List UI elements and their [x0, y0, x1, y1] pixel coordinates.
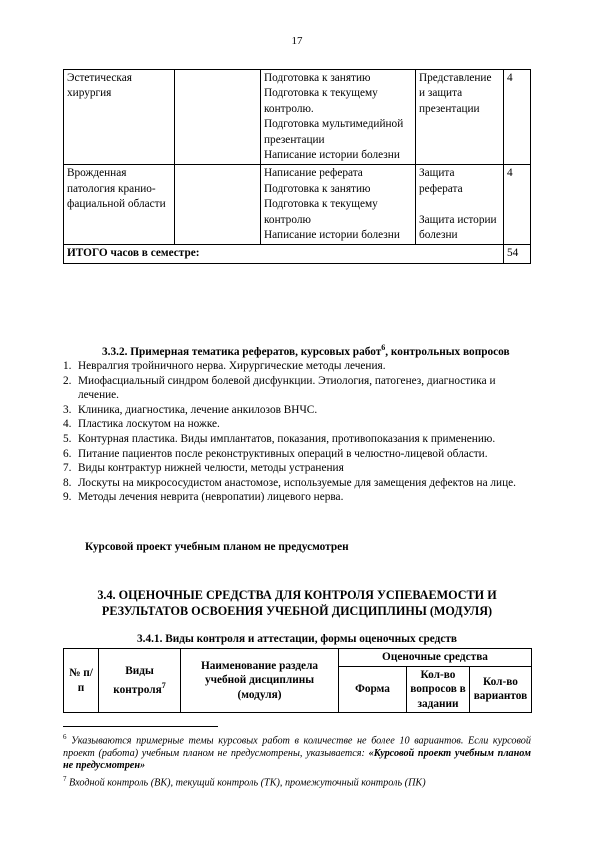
list-item [63, 374, 533, 403]
control-item: Защита истории болезни [419, 213, 497, 242]
value-cell: 4 [504, 70, 531, 165]
work-item: Подготовка к занятию [264, 72, 371, 84]
total-row [64, 245, 531, 263]
work-item: Написание истории болезни [264, 229, 400, 242]
work-cell [261, 165, 416, 245]
course-project-note: Курсовой проект учебным планом не предусмотрен [85, 541, 349, 553]
work-item: Подготовка к текущему контролю. [264, 87, 378, 115]
work-item: Подготовка к текущему контролю [264, 198, 378, 226]
subsection-heading-tail: , контрольных вопросов [385, 345, 510, 358]
list-number: 2. [63, 374, 72, 387]
assessment-table [63, 648, 532, 713]
footnote-ref-7: 7 [161, 680, 166, 690]
footnote-6 [63, 731, 531, 773]
footnote-mark: 6 [63, 733, 67, 741]
subsection-heading-text: 3.3.2. Примерная тематика рефератов, курсовых работ [102, 345, 382, 358]
table-row [64, 165, 531, 245]
table-row [64, 70, 531, 165]
col-header-types [99, 649, 181, 713]
list-number: 3. [63, 403, 72, 416]
footnote-mark: 7 [63, 774, 67, 783]
list-item [63, 490, 533, 505]
list-item [63, 476, 533, 491]
list-number: 7. [63, 462, 72, 475]
list-number: 8. [63, 476, 72, 489]
subsection-heading [102, 343, 510, 358]
footnote-text: Входной контроль (ВК), текущий контроль (ТК), промежуточный контроль (ПК) [69, 777, 426, 788]
list-number: 1. [63, 360, 72, 372]
col-header-variants: Кол-во вариантов [470, 666, 532, 713]
col-header-types-text: Виды контроля [113, 665, 162, 696]
list-number: 4. [63, 418, 72, 431]
list-text: Клиника, диагностика, лечение анкилозов ВНЧС. [78, 403, 318, 416]
table-title: 3.4.1. Виды контроля и аттестации, формы оценочных средств [136, 633, 458, 645]
list-number: 6. [63, 447, 72, 460]
topic-cell: Врожденная патология кранио-фациальной области [64, 165, 175, 245]
work-item: Подготовка к занятию [264, 182, 371, 195]
total-value: 54 [504, 245, 531, 263]
total-label: ИТОГО часов в семестре: [64, 245, 504, 263]
work-item: Подготовка мультимедийной презентации [264, 118, 404, 146]
list-number: 5. [63, 432, 72, 445]
list-text: Миофасциальный синдром болевой дисфункции. Этиология, патогенез, диагностика и лечение. [78, 374, 496, 402]
col-header-tools: Оценочные средства [339, 649, 532, 667]
list-item [63, 461, 533, 476]
work-item: Написание реферата [264, 167, 363, 180]
section-title-line: РЕЗУЛЬТАТОВ ОСВОЕНИЯ УЧЕБНОЙ ДИСЦИПЛИНЫ (МОДУЛЯ) [101, 604, 493, 618]
topic-cell: Эстетическая хирургия [64, 70, 175, 165]
col-header-form: Форма [339, 666, 407, 713]
list-number: 9. [63, 491, 72, 504]
hours-cell [175, 165, 261, 245]
footnote-7 [63, 773, 531, 790]
control-item [419, 197, 500, 212]
section-title-line: 3.4. ОЦЕНОЧНЫЕ СРЕДСТВА ДЛЯ КОНТРОЛЯ УСПЕВАЕМОСТИ И [97, 588, 497, 602]
footnote-ref-6: 6 [381, 343, 386, 352]
list-text: Методы лечения неврита (невропатии) лицевого нерва. [78, 491, 344, 504]
list-text: Пластика лоскутом на ножке. [78, 418, 220, 431]
col-header-num: № п/п [64, 649, 99, 713]
control-cell [416, 165, 504, 245]
control-cell [416, 70, 504, 165]
footnote-bold-text: «Курсовой проект учебным планом не предусмотрен» [63, 747, 531, 772]
list-item [63, 447, 533, 462]
page-number: 17 [291, 35, 303, 47]
hours-cell [175, 70, 261, 165]
list-item [63, 359, 533, 374]
footnote-text: Указываются примерные темы курсовых работ в количестве не более 10 вариантов. Если курсовой проект (работа) учебным планом не предусмотрены, указывается: [63, 735, 531, 759]
list-text: Питание пациентов после реконструктивных операций в челюстно-лицевой области. [78, 447, 488, 460]
footnote-divider [63, 726, 218, 727]
value-cell: 4 [504, 165, 531, 245]
list-item [63, 432, 533, 447]
list-text: Лоскуты на микрососудистом анастомозе, используемые для замещения дефектов на лице. [78, 476, 516, 489]
work-table [63, 69, 531, 264]
list-text: Виды контрактур нижней челюсти, методы устранения [78, 462, 344, 475]
footnotes [63, 731, 531, 789]
topics-list [63, 359, 533, 505]
col-header-section: Наименование раздела учебной дисциплины (модуля) [181, 649, 339, 713]
list-text: Невралгия тройничного нерва. Хирургические методы лечения. [78, 360, 386, 372]
control-item: Представление и защита презентации [419, 72, 492, 115]
table-header-row [64, 649, 532, 667]
control-item: Защита реферата [419, 167, 463, 195]
list-item [63, 403, 533, 418]
col-header-questions: Кол-во вопросов в задании [407, 666, 470, 713]
list-item [63, 417, 533, 432]
work-cell [261, 70, 416, 165]
list-text: Контурная пластика. Виды имплантатов, показания, противопоказания к применению. [78, 432, 496, 445]
work-item: Написание истории болезни [264, 149, 400, 162]
section-title [63, 587, 531, 619]
